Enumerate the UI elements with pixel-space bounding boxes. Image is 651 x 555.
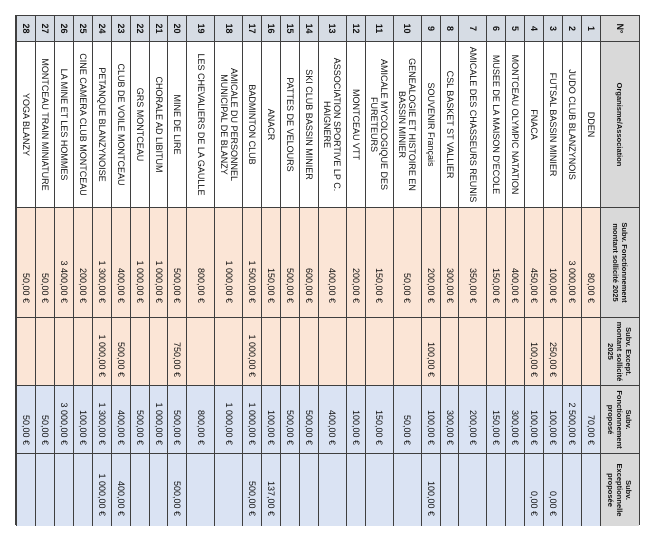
fonctionnement-sollicite: 500,00 € xyxy=(169,208,187,318)
exceptionnelle-sollicite xyxy=(487,318,505,386)
table-row xyxy=(92,16,111,526)
fonctionnement-propose: 2 500,00 € xyxy=(563,386,581,454)
row-number: 21 xyxy=(150,16,168,42)
table-row xyxy=(73,16,92,526)
table-row xyxy=(16,16,35,526)
table-row xyxy=(524,16,543,526)
table-row xyxy=(318,16,346,526)
exceptionnelle-propose xyxy=(582,454,600,526)
organisation-name: PETANQUE BLANZYNOISE xyxy=(93,42,111,208)
row-number: 15 xyxy=(281,16,299,42)
fonctionnement-sollicite: 600,00 € xyxy=(300,208,318,318)
fonctionnement-sollicite: 200,00 € xyxy=(422,208,440,318)
row-number: 10 xyxy=(394,16,421,42)
fonctionnement-propose: 100,00 € xyxy=(525,386,543,454)
exceptionnelle-propose xyxy=(441,454,459,526)
table-row xyxy=(261,16,280,526)
exceptionnelle-propose xyxy=(319,454,346,526)
fonctionnement-propose: 500,00 € xyxy=(131,386,149,454)
exceptionnelle-propose xyxy=(281,454,299,526)
exceptionnelle-propose xyxy=(300,454,318,526)
table-row xyxy=(581,16,600,526)
organisation-name: MONTCEAU OLYMPIC NATATION xyxy=(506,42,524,208)
organisation-name: JUDO CLUB BLANZYNOIS xyxy=(563,42,581,208)
exceptionnelle-propose xyxy=(131,454,149,526)
exceptionnelle-propose: 0,00 € xyxy=(525,454,543,526)
organisation-name: AMICALE DES CHASSEURS REUNIS xyxy=(460,42,487,208)
organisation-name: SKI CLUB BASSIN MINIER xyxy=(300,42,318,208)
organisation-name: MUSEE DE LA MAISON D'ECOLE xyxy=(487,42,505,208)
row-number: 22 xyxy=(131,16,149,42)
fonctionnement-sollicite: 1 300,00 € xyxy=(93,208,111,318)
row-number: 4 xyxy=(525,16,543,42)
exceptionnelle-sollicite: 1 000,00 € xyxy=(93,318,111,386)
table-row xyxy=(54,16,73,526)
row-number: 17 xyxy=(243,16,261,42)
table-row xyxy=(562,16,581,526)
fonctionnement-sollicite: 300,00 € xyxy=(441,208,459,318)
row-number: 1 xyxy=(582,16,600,42)
exceptionnelle-sollicite xyxy=(281,318,299,386)
fonctionnement-sollicite: 150,00 € xyxy=(487,208,505,318)
row-number: 25 xyxy=(74,16,92,42)
exceptionnelle-propose xyxy=(563,454,581,526)
fonctionnement-propose: 400,00 € xyxy=(319,386,346,454)
fonctionnement-propose: 100,00 € xyxy=(74,386,92,454)
fonctionnement-propose: 1 300,00 € xyxy=(93,386,111,454)
organisation-name: ASSOCIATION SPORTIVE LP C. HAIGNERE xyxy=(319,42,346,208)
header-fonctionnement-sollicite: Subv. Fonctionnement montant sollicité 2025 xyxy=(601,208,639,318)
row-number: 2 xyxy=(563,16,581,42)
exceptionnelle-sollicite: 250,00 € xyxy=(544,318,562,386)
organisation-name: DDEN xyxy=(582,42,600,208)
exceptionnelle-sollicite: 750,00 € xyxy=(169,318,187,386)
row-number: 18 xyxy=(215,16,242,42)
organisation-name: MINE DE LIRE xyxy=(169,42,187,208)
exceptionnelle-sollicite: 100,00 € xyxy=(525,318,543,386)
organisation-name: PATTES DE VELOURS xyxy=(281,42,299,208)
organisation-name: CLUB DE VOILE MONTCEAU xyxy=(112,42,130,208)
table-row xyxy=(486,16,505,526)
exceptionnelle-sollicite xyxy=(262,318,280,386)
table-row xyxy=(440,16,459,526)
row-number: 3 xyxy=(544,16,562,42)
table-row xyxy=(393,16,421,526)
fonctionnement-propose: 3 000,00 € xyxy=(55,386,73,454)
exceptionnelle-sollicite xyxy=(74,318,92,386)
fonctionnement-sollicite: 200,00 € xyxy=(347,208,365,318)
organisation-name: YOGA BLANZY xyxy=(17,42,35,208)
table-row xyxy=(299,16,318,526)
row-number: 23 xyxy=(112,16,130,42)
fonctionnement-sollicite: 3 400,00 € xyxy=(55,208,73,318)
fonctionnement-sollicite: 1 000,00 € xyxy=(150,208,168,318)
organisation-name: SOUVENIR Français xyxy=(422,42,440,208)
fonctionnement-sollicite: 50,00 € xyxy=(36,208,54,318)
fonctionnement-sollicite: 1 500,00 € xyxy=(243,208,261,318)
fonctionnement-propose: 100,00 € xyxy=(422,386,440,454)
fonctionnement-propose: 50,00 € xyxy=(36,386,54,454)
row-number: 14 xyxy=(300,16,318,42)
exceptionnelle-sollicite xyxy=(366,318,393,386)
exceptionnelle-sollicite xyxy=(506,318,524,386)
exceptionnelle-sollicite xyxy=(150,318,168,386)
fonctionnement-sollicite: 400,00 € xyxy=(506,208,524,318)
table-row xyxy=(543,16,562,526)
header-exceptionnelle-propose: Subv. Exceptionnelle proposée xyxy=(601,454,639,526)
fonctionnement-sollicite: 400,00 € xyxy=(319,208,346,318)
exceptionnelle-sollicite: 500,00 € xyxy=(112,318,130,386)
fonctionnement-propose: 1 000,00 € xyxy=(150,386,168,454)
fonctionnement-propose: 70,00 € xyxy=(582,386,600,454)
exceptionnelle-propose: 400,00 € xyxy=(112,454,130,526)
organisation-name: BADMINTON CLUB xyxy=(243,42,261,208)
exceptionnelle-propose: 0,00 € xyxy=(544,454,562,526)
header-exceptionnelle-sollicite: Subv. Except. montant sollicité 2025 xyxy=(601,318,639,386)
exceptionnelle-propose: 137,00 € xyxy=(262,454,280,526)
exceptionnelle-propose xyxy=(487,454,505,526)
exceptionnelle-propose xyxy=(347,454,365,526)
fonctionnement-propose: 50,00 € xyxy=(394,386,421,454)
row-number: 12 xyxy=(347,16,365,42)
organisation-name: LES CHEVALIERS DE LA GAULLE xyxy=(187,42,214,208)
fonctionnement-sollicite: 450,00 € xyxy=(525,208,543,318)
exceptionnelle-sollicite xyxy=(55,318,73,386)
row-number: 26 xyxy=(55,16,73,42)
organisation-name: FNACA xyxy=(525,42,543,208)
row-number: 13 xyxy=(319,16,346,42)
exceptionnelle-sollicite xyxy=(441,318,459,386)
exceptionnelle-propose xyxy=(150,454,168,526)
row-number: 6 xyxy=(487,16,505,42)
organisation-name: FUTSAL BASSIN MINIER xyxy=(544,42,562,208)
header-organisation: Organisme/Association xyxy=(601,42,639,208)
fonctionnement-sollicite: 150,00 € xyxy=(262,208,280,318)
fonctionnement-propose: 100,00 € xyxy=(347,386,365,454)
row-number: 19 xyxy=(187,16,214,42)
fonctionnement-propose: 200,00 € xyxy=(460,386,487,454)
exceptionnelle-sollicite xyxy=(347,318,365,386)
fonctionnement-sollicite: 1 000,00 € xyxy=(131,208,149,318)
organisation-name: AMICALE MYCOLOGIQUE DES FURETEURS xyxy=(366,42,393,208)
row-number: 20 xyxy=(169,16,187,42)
table-row xyxy=(459,16,487,526)
row-number: 9 xyxy=(422,16,440,42)
exceptionnelle-propose: 500,00 € xyxy=(243,454,261,526)
fonctionnement-sollicite: 500,00 € xyxy=(281,208,299,318)
row-number: 28 xyxy=(17,16,35,42)
subsidy-table xyxy=(15,15,640,525)
exceptionnelle-propose xyxy=(460,454,487,526)
exceptionnelle-sollicite xyxy=(300,318,318,386)
table-wrapper xyxy=(15,15,640,525)
table-header-row xyxy=(600,16,639,526)
exceptionnelle-sollicite: 1 000,00 € xyxy=(243,318,261,386)
fonctionnement-propose: 500,00 € xyxy=(300,386,318,454)
exceptionnelle-propose xyxy=(55,454,73,526)
table-row xyxy=(186,16,214,526)
exceptionnelle-sollicite xyxy=(394,318,421,386)
table-row xyxy=(280,16,299,526)
fonctionnement-propose: 300,00 € xyxy=(506,386,524,454)
organisation-name: ANACR xyxy=(262,42,280,208)
table-row xyxy=(505,16,524,526)
fonctionnement-propose: 100,00 € xyxy=(544,386,562,454)
exceptionnelle-sollicite xyxy=(36,318,54,386)
fonctionnement-propose: 1 000,00 € xyxy=(243,386,261,454)
exceptionnelle-propose xyxy=(394,454,421,526)
exceptionnelle-sollicite xyxy=(563,318,581,386)
fonctionnement-propose: 500,00 € xyxy=(281,386,299,454)
row-number: 11 xyxy=(366,16,393,42)
fonctionnement-sollicite: 800,00 € xyxy=(187,208,214,318)
exceptionnelle-propose xyxy=(187,454,214,526)
header-number: N° xyxy=(601,16,639,42)
exceptionnelle-propose xyxy=(17,454,35,526)
exceptionnelle-sollicite xyxy=(215,318,242,386)
exceptionnelle-sollicite xyxy=(17,318,35,386)
row-number: 27 xyxy=(36,16,54,42)
table-row xyxy=(149,16,168,526)
fonctionnement-sollicite: 50,00 € xyxy=(394,208,421,318)
table-row xyxy=(421,16,440,526)
fonctionnement-propose: 400,00 € xyxy=(112,386,130,454)
organisation-name: GRS MONTCEAU xyxy=(131,42,149,208)
organisation-name: CSL BASKET ST VALLIER xyxy=(441,42,459,208)
fonctionnement-propose: 1 000,00 € xyxy=(215,386,242,454)
table-row xyxy=(35,16,54,526)
exceptionnelle-sollicite xyxy=(319,318,346,386)
fonctionnement-propose: 500,00 € xyxy=(169,386,187,454)
fonctionnement-propose: 150,00 € xyxy=(366,386,393,454)
fonctionnement-sollicite: 400,00 € xyxy=(112,208,130,318)
exceptionnelle-sollicite xyxy=(131,318,149,386)
organisation-name: CINE CAMERA CLUB MONTCEAU xyxy=(74,42,92,208)
organisation-name: MONTCEAU TRAIN MINIATURE xyxy=(36,42,54,208)
table-row xyxy=(214,16,242,526)
header-fonctionnement-propose: Subv. Fonctionnement proposé xyxy=(601,386,639,454)
exceptionnelle-propose xyxy=(215,454,242,526)
exceptionnelle-propose: 100,00 € xyxy=(422,454,440,526)
exceptionnelle-sollicite xyxy=(460,318,487,386)
exceptionnelle-sollicite: 100,00 € xyxy=(422,318,440,386)
organisation-name: MONTCEAU VTT xyxy=(347,42,365,208)
table-row xyxy=(168,16,187,526)
exceptionnelle-propose: 500,00 € xyxy=(169,454,187,526)
fonctionnement-propose: 300,00 € xyxy=(441,386,459,454)
fonctionnement-propose: 150,00 € xyxy=(487,386,505,454)
fonctionnement-sollicite: 350,00 € xyxy=(460,208,487,318)
organisation-name: CHORALE AD LIBITUM xyxy=(150,42,168,208)
table-row xyxy=(346,16,365,526)
row-number: 24 xyxy=(93,16,111,42)
fonctionnement-sollicite: 80,00 € xyxy=(582,208,600,318)
row-number: 5 xyxy=(506,16,524,42)
organisation-name: LA MINE ET LES HOMMES xyxy=(55,42,73,208)
fonctionnement-sollicite: 50,00 € xyxy=(17,208,35,318)
fonctionnement-propose: 100,00 € xyxy=(262,386,280,454)
fonctionnement-sollicite: 3 000,00 € xyxy=(563,208,581,318)
organisation-name: GENEALOGIE ET HISTOIRE EN BASSIN MINIER xyxy=(394,42,421,208)
table-row xyxy=(242,16,261,526)
exceptionnelle-sollicite xyxy=(187,318,214,386)
row-number: 7 xyxy=(460,16,487,42)
table-row xyxy=(111,16,130,526)
exceptionnelle-propose xyxy=(36,454,54,526)
organisation-name: AMICALE DU PERSONNEL MUNICIPAL DE BLANZY xyxy=(215,42,242,208)
exceptionnelle-propose xyxy=(506,454,524,526)
fonctionnement-sollicite: 100,00 € xyxy=(544,208,562,318)
table-row xyxy=(365,16,393,526)
row-number: 16 xyxy=(262,16,280,42)
fonctionnement-sollicite: 200,00 € xyxy=(74,208,92,318)
fonctionnement-propose: 50,00 € xyxy=(17,386,35,454)
exceptionnelle-propose: 1 000,00 € xyxy=(93,454,111,526)
fonctionnement-propose: 800,00 € xyxy=(187,386,214,454)
exceptionnelle-propose xyxy=(366,454,393,526)
exceptionnelle-propose xyxy=(74,454,92,526)
table-row xyxy=(130,16,149,526)
fonctionnement-sollicite: 1 000,00 € xyxy=(215,208,242,318)
exceptionnelle-sollicite xyxy=(582,318,600,386)
row-number: 8 xyxy=(441,16,459,42)
fonctionnement-sollicite: 150,00 € xyxy=(366,208,393,318)
